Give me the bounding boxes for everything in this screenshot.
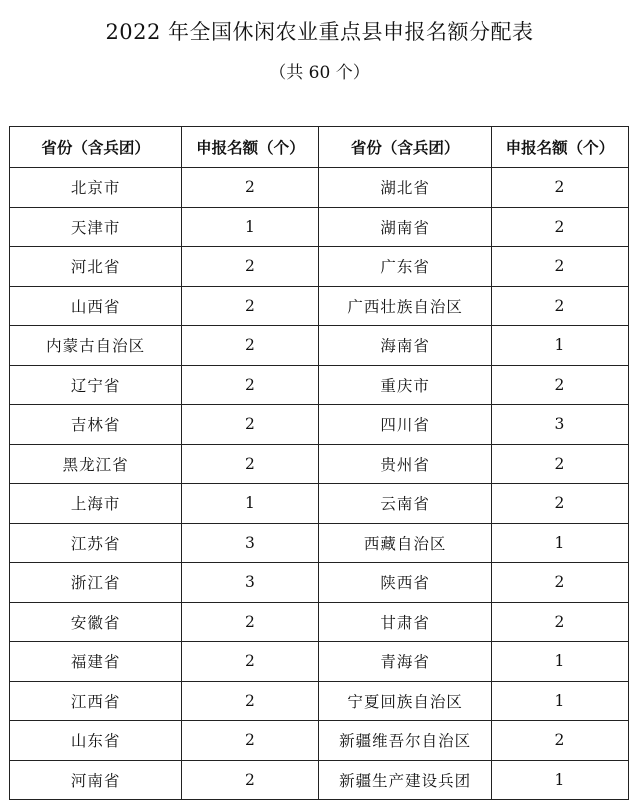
table-row <box>10 326 629 366</box>
province-cell: 新疆维吾尔自治区 <box>319 721 491 761</box>
province-cell: 河南省 <box>10 760 182 800</box>
table-row <box>10 602 629 642</box>
quota-cell: 2 <box>491 444 628 484</box>
table-row <box>10 721 629 761</box>
quota-cell: 2 <box>182 681 319 721</box>
quota-cell: 3 <box>182 563 319 603</box>
header-province-right: 省份（含兵团） <box>319 127 491 168</box>
quota-cell: 2 <box>491 365 628 405</box>
quota-cell: 1 <box>182 207 319 247</box>
header-quota-right: 申报名额（个） <box>491 127 628 168</box>
table-row <box>10 247 629 287</box>
province-cell: 吉林省 <box>10 405 182 445</box>
quota-cell: 2 <box>182 760 319 800</box>
quota-cell: 1 <box>491 642 628 682</box>
table-row <box>10 286 629 326</box>
province-cell: 浙江省 <box>10 563 182 603</box>
province-cell: 江苏省 <box>10 523 182 563</box>
quota-cell: 2 <box>491 247 628 287</box>
province-cell: 青海省 <box>319 642 491 682</box>
table-row <box>10 563 629 603</box>
quota-cell: 2 <box>491 484 628 524</box>
quota-cell: 2 <box>182 326 319 366</box>
quota-cell: 3 <box>491 405 628 445</box>
province-cell: 甘肃省 <box>319 602 491 642</box>
quota-cell: 2 <box>491 168 628 208</box>
quota-cell: 2 <box>182 602 319 642</box>
quota-cell: 1 <box>491 523 628 563</box>
quota-cell: 2 <box>182 642 319 682</box>
quota-cell: 2 <box>182 168 319 208</box>
province-cell: 天津市 <box>10 207 182 247</box>
province-cell: 安徽省 <box>10 602 182 642</box>
table-row <box>10 207 629 247</box>
quota-cell: 2 <box>182 365 319 405</box>
province-cell: 北京市 <box>10 168 182 208</box>
table-row <box>10 444 629 484</box>
province-cell: 湖南省 <box>319 207 491 247</box>
quota-cell: 2 <box>491 207 628 247</box>
province-cell: 新疆生产建设兵团 <box>319 760 491 800</box>
province-cell: 河北省 <box>10 247 182 287</box>
quota-cell: 1 <box>491 760 628 800</box>
province-cell: 福建省 <box>10 642 182 682</box>
table-row <box>10 760 629 800</box>
header-province-left: 省份（含兵团） <box>10 127 182 168</box>
province-cell: 贵州省 <box>319 444 491 484</box>
quota-cell: 2 <box>182 247 319 287</box>
quota-cell: 2 <box>182 444 319 484</box>
province-cell: 云南省 <box>319 484 491 524</box>
table-header-row <box>10 127 629 168</box>
province-cell: 山东省 <box>10 721 182 761</box>
province-cell: 上海市 <box>10 484 182 524</box>
province-cell: 辽宁省 <box>10 365 182 405</box>
table-row <box>10 405 629 445</box>
quota-cell: 3 <box>182 523 319 563</box>
province-cell: 西藏自治区 <box>319 523 491 563</box>
header-quota-left: 申报名额（个） <box>182 127 319 168</box>
quota-cell: 2 <box>491 563 628 603</box>
quota-cell: 1 <box>182 484 319 524</box>
province-cell: 宁夏回族自治区 <box>319 681 491 721</box>
table-row <box>10 484 629 524</box>
table-row <box>10 642 629 682</box>
document-subtitle: （共 60 个） <box>269 63 370 83</box>
table-row <box>10 681 629 721</box>
allocation-table <box>9 126 629 800</box>
document-title: 2022 年全国休闲农业重点县申报名额分配表 <box>105 20 534 44</box>
table-row <box>10 523 629 563</box>
province-cell: 四川省 <box>319 405 491 445</box>
quota-cell: 2 <box>491 286 628 326</box>
province-cell: 海南省 <box>319 326 491 366</box>
quota-cell: 2 <box>182 721 319 761</box>
province-cell: 江西省 <box>10 681 182 721</box>
table-row <box>10 168 629 208</box>
province-cell: 山西省 <box>10 286 182 326</box>
province-cell: 内蒙古自治区 <box>10 326 182 366</box>
province-cell: 湖北省 <box>319 168 491 208</box>
quota-cell: 2 <box>182 405 319 445</box>
quota-cell: 1 <box>491 326 628 366</box>
quota-cell: 1 <box>491 681 628 721</box>
province-cell: 广东省 <box>319 247 491 287</box>
province-cell: 广西壮族自治区 <box>319 286 491 326</box>
quota-cell: 2 <box>182 286 319 326</box>
quota-cell: 2 <box>491 721 628 761</box>
table-row <box>10 365 629 405</box>
province-cell: 黑龙江省 <box>10 444 182 484</box>
province-cell: 陕西省 <box>319 563 491 603</box>
province-cell: 重庆市 <box>319 365 491 405</box>
quota-cell: 2 <box>491 602 628 642</box>
